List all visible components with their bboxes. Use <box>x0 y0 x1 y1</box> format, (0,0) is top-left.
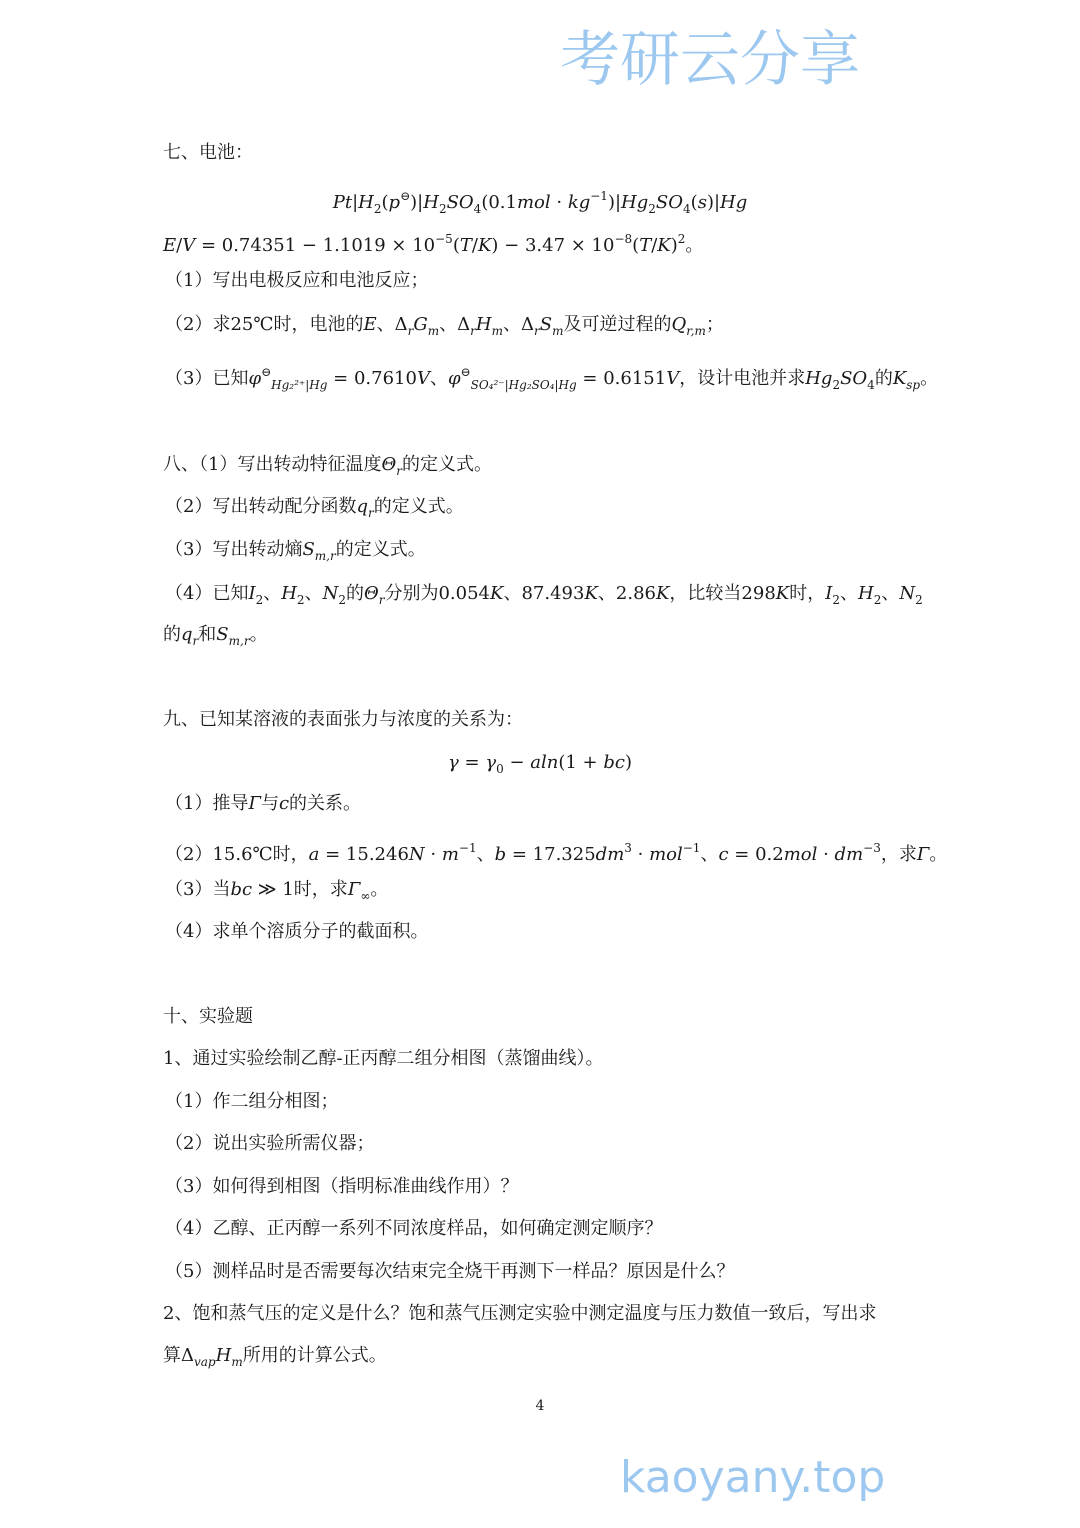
text-segment: (0.1 <box>481 192 517 213</box>
text-segment: ，求 <box>880 844 917 865</box>
text-segment: 2 <box>338 593 346 607</box>
text-segment: （3）写出转动熵 <box>165 539 303 560</box>
text-segment: / <box>651 235 658 256</box>
text-segment: 及可逆过程的 <box>563 314 672 335</box>
formula-line <box>0 750 1080 782</box>
text-segment: r,m <box>686 324 706 338</box>
text-segment: dm <box>834 844 864 865</box>
text-segment: m <box>441 844 459 865</box>
text-segment: K <box>584 583 598 604</box>
text-segment: K <box>892 368 907 389</box>
text-segment: sp <box>906 378 921 392</box>
text-segment: −1 <box>458 841 477 855</box>
text-segment: 0 <box>496 762 504 776</box>
text-line <box>163 1046 604 1072</box>
text-segment: 、 <box>700 844 719 865</box>
text-segment: （4）乙醇、正丙醇一系列不同浓度样品，如何确定测定顺序？ <box>165 1218 663 1239</box>
text-segment: S <box>302 539 315 560</box>
text-line <box>165 835 947 868</box>
text-segment: K <box>655 583 670 604</box>
text-segment: 九、已知某溶液的表面张力与浓度的关系为： <box>163 709 523 730</box>
text-segment: m <box>231 1355 243 1369</box>
text-segment: （1）写出电极反应和电池反应； <box>165 270 429 291</box>
text-segment: Γ <box>916 844 930 865</box>
text-segment: r <box>534 324 540 338</box>
text-line <box>165 1089 338 1115</box>
text-segment: 4 <box>867 378 875 392</box>
text-segment: E <box>163 235 177 256</box>
text-segment: ⊖ <box>460 365 471 379</box>
text-segment: r <box>470 324 476 338</box>
text-segment: r <box>192 634 199 648</box>
text-segment: SO <box>840 368 868 389</box>
text-segment: = 0.74351 − 1.1019 × 10 <box>195 235 436 256</box>
text-segment: b <box>494 844 507 865</box>
text-line <box>165 877 388 909</box>
text-segment: 、Δ <box>439 314 471 335</box>
text-segment: 3 <box>624 841 632 855</box>
text-line <box>165 359 938 398</box>
text-segment: 1、通过实验绘制乙醇-正丙醇二组分相图（蒸馏曲线）。 <box>163 1048 604 1069</box>
text-segment: 4 <box>683 202 691 216</box>
text-segment: （5）测样品时是否需要每次结束完全烧干再测下一样品？原因是什么？ <box>165 1261 735 1282</box>
text-line <box>165 791 361 817</box>
text-segment: 。 <box>920 368 939 389</box>
text-segment: m <box>552 324 564 338</box>
text-segment: E <box>363 314 377 335</box>
text-segment: −8 <box>614 232 633 246</box>
text-segment: 4 <box>473 202 482 216</box>
text-segment: ⊖ <box>400 189 411 203</box>
text-segment: 。 <box>685 235 704 256</box>
text-segment: · <box>424 844 442 865</box>
text-segment: T <box>459 235 472 256</box>
text-segment: = 0.7610 <box>327 368 417 389</box>
text-segment: 。 <box>249 624 268 645</box>
text-segment: I <box>248 583 256 604</box>
text-segment: K <box>775 583 790 604</box>
text-line <box>165 1131 374 1157</box>
text-segment: 、 <box>429 368 448 389</box>
text-segment: H <box>423 192 439 213</box>
text-segment: 2 <box>255 593 264 607</box>
text-segment: / <box>176 235 183 256</box>
text-segment: −5 <box>435 232 453 246</box>
text-segment: （2）说出实验所需仪器； <box>165 1133 375 1154</box>
text-line <box>163 1301 876 1327</box>
text-segment: ( <box>452 235 460 256</box>
text-line <box>165 312 724 344</box>
text-segment: φ <box>447 368 461 389</box>
text-segment: 2 <box>832 593 840 607</box>
text-segment: （3）已知 <box>165 368 249 389</box>
text-segment: 的 <box>163 624 181 645</box>
text-segment: SO <box>655 192 684 213</box>
text-segment: = 17.325 <box>506 844 596 865</box>
text-segment: N <box>899 583 916 604</box>
text-segment: 2、饱和蒸气压的定义是什么？饱和蒸气压测定实验中测定温度与压力数值一致后，写出求 <box>163 1303 877 1324</box>
text-line <box>163 622 268 654</box>
formula-line <box>0 183 1080 222</box>
text-segment: kg <box>567 192 591 213</box>
text-segment: V <box>416 368 430 389</box>
text-segment: SO₄²⁻|Hg₂SO₄|Hg <box>470 378 577 392</box>
text-segment: bc <box>230 879 253 900</box>
text-segment: 2 <box>296 593 305 607</box>
watermark-url: kaoyany.top <box>620 1452 886 1503</box>
text-segment: （1）推导 <box>165 793 249 814</box>
text-segment: Θ <box>363 583 379 604</box>
text-line <box>165 1216 662 1242</box>
text-line <box>165 1259 734 1285</box>
text-segment: S <box>539 314 553 335</box>
text-segment: （4）求单个溶质分子的截面积。 <box>165 921 429 942</box>
text-segment: mol <box>783 844 818 865</box>
text-segment: ，比较当298 <box>669 583 776 604</box>
text-segment: γ <box>448 752 459 773</box>
text-segment: SO <box>446 192 474 213</box>
text-segment: φ <box>248 368 262 389</box>
text-line <box>163 226 703 259</box>
text-line <box>165 919 428 945</box>
text-segment: c <box>278 793 290 814</box>
text-segment: G <box>413 314 428 335</box>
page-number: 4 <box>535 1398 545 1414</box>
text-line <box>165 537 426 569</box>
text-segment: mol <box>516 192 551 213</box>
text-segment: a <box>308 844 320 865</box>
text-line <box>163 1343 387 1375</box>
text-segment: H <box>475 314 492 335</box>
text-segment: 的定义式。 <box>401 454 492 475</box>
text-segment: Hg <box>621 192 649 213</box>
text-segment: I <box>825 583 833 604</box>
text-line <box>165 1174 518 1200</box>
text-segment: Θ <box>381 454 397 475</box>
text-segment: ； <box>705 314 724 335</box>
text-segment: 算Δ <box>163 1345 194 1366</box>
text-segment: 、 <box>476 844 495 865</box>
text-segment: H <box>358 192 374 213</box>
text-segment: S <box>216 624 229 645</box>
text-segment: 与 <box>260 793 279 814</box>
text-segment: K <box>657 235 671 256</box>
text-segment: −1 <box>590 189 608 203</box>
text-segment: Γ <box>347 879 361 900</box>
text-segment: aln <box>530 752 559 773</box>
text-segment: （2）求25℃时，电池的 <box>165 314 364 335</box>
text-segment: r <box>367 506 374 520</box>
watermark-chinese: 考研云分享 <box>560 25 860 95</box>
text-segment: ≫ 1时，求 <box>252 879 348 900</box>
text-segment: Γ <box>248 793 261 814</box>
text-segment: 时， <box>789 583 826 604</box>
text-segment: H <box>858 583 874 604</box>
text-segment: )| <box>607 192 622 213</box>
text-segment: 所用的计算公式。 <box>242 1345 387 1366</box>
text-segment: 。 <box>370 879 389 900</box>
text-segment: K <box>477 235 492 256</box>
text-segment: 的 <box>345 583 364 604</box>
text-segment: m <box>491 324 504 338</box>
text-segment: 。 <box>929 844 948 865</box>
text-segment: 十、实验题 <box>163 1006 253 1027</box>
text-segment: ) <box>624 752 632 773</box>
text-segment: / <box>471 235 478 256</box>
text-segment: 2 <box>373 202 382 216</box>
text-line <box>165 581 923 613</box>
text-segment: 、 <box>840 583 858 604</box>
text-segment: = <box>458 752 486 773</box>
text-segment: 、 <box>304 583 323 604</box>
text-segment: m,r <box>228 634 250 648</box>
text-segment: · <box>817 844 835 865</box>
text-segment: （2）写出转动配分函数 <box>165 496 357 517</box>
text-segment: ( <box>690 192 698 213</box>
text-segment: = 0.2 <box>728 844 784 865</box>
text-segment: 、87.493 <box>503 583 585 604</box>
text-line <box>163 1004 253 1030</box>
text-segment: 2 <box>438 202 447 216</box>
text-segment: p <box>388 192 401 213</box>
text-segment: 的关系。 <box>289 793 362 814</box>
text-segment: 、 <box>263 583 282 604</box>
text-segment: −3 <box>863 841 881 855</box>
text-segment: r <box>378 593 385 607</box>
text-segment: N <box>322 583 339 604</box>
text-segment: （2）15.6℃时， <box>165 844 309 865</box>
text-segment: 2 <box>677 232 686 246</box>
text-segment: c <box>718 844 729 865</box>
text-segment: 、Δ <box>376 314 408 335</box>
text-segment: 和 <box>198 624 217 645</box>
text-segment: T <box>639 235 652 256</box>
text-line <box>163 452 492 484</box>
text-segment: （4）已知 <box>165 583 249 604</box>
text-segment: V <box>182 235 196 256</box>
text-segment: Pt <box>332 192 353 213</box>
text-segment: 2 <box>648 202 656 216</box>
text-segment: · <box>631 844 650 865</box>
text-segment: K <box>490 583 504 604</box>
text-segment: q <box>356 496 368 517</box>
text-segment: q <box>181 624 193 645</box>
text-segment: 2 <box>873 593 882 607</box>
text-segment: Q <box>671 314 687 335</box>
text-segment: mol <box>649 844 683 865</box>
text-segment: 的定义式。 <box>335 539 426 560</box>
text-line <box>163 140 253 166</box>
text-segment: Hg <box>720 192 748 213</box>
text-segment: bc <box>603 752 625 773</box>
text-segment: )| <box>410 192 424 213</box>
text-segment: 、 <box>881 583 900 604</box>
text-segment: 2 <box>832 378 841 392</box>
text-segment: ( <box>632 235 640 256</box>
text-segment: ∞ <box>360 889 371 903</box>
text-segment: dm <box>595 844 625 865</box>
text-segment: H <box>281 583 297 604</box>
text-segment: s <box>697 192 707 213</box>
text-segment: 、2.86 <box>597 583 656 604</box>
text-segment: vap <box>194 1355 216 1369</box>
text-segment: m,r <box>314 549 336 563</box>
text-segment: 的 <box>874 368 893 389</box>
text-segment: | <box>352 192 359 213</box>
text-segment: γ <box>485 752 497 773</box>
text-segment: 2 <box>915 593 923 607</box>
text-segment: （3）如何得到相图（指明标准曲线作用）？ <box>165 1176 519 1197</box>
text-segment: (1 + <box>558 752 604 773</box>
text-segment: 分别为0.054 <box>384 583 490 604</box>
text-segment: （1）作二组分相图； <box>165 1091 339 1112</box>
text-segment: ⊖ <box>261 365 272 379</box>
text-segment: ) <box>670 235 678 256</box>
text-segment: ( <box>381 192 389 213</box>
text-segment: Hg <box>805 368 833 389</box>
text-segment: Hg₂²⁺|Hg <box>271 378 328 392</box>
text-line <box>165 494 464 526</box>
text-segment: N <box>408 844 425 865</box>
text-segment: − <box>503 752 531 773</box>
text-segment: 的定义式。 <box>373 496 464 517</box>
text-segment: ，设计电池并求 <box>679 368 806 389</box>
text-segment: H <box>215 1345 232 1366</box>
text-line <box>165 268 428 294</box>
text-segment: = 15.246 <box>319 844 409 865</box>
text-segment: 八、（1）写出转动特征温度 <box>163 454 382 475</box>
text-segment: −1 <box>682 841 701 855</box>
text-segment: V <box>666 368 680 389</box>
text-segment: )| <box>706 192 721 213</box>
text-segment: · <box>550 192 568 213</box>
text-segment: r <box>396 464 402 478</box>
text-segment: 七、电池： <box>163 142 253 163</box>
text-segment: r <box>407 324 414 338</box>
text-segment: ) − 3.47 × 10 <box>491 235 615 256</box>
text-segment: m <box>427 324 440 338</box>
text-line <box>163 707 523 733</box>
text-segment: 、Δ <box>503 314 535 335</box>
text-segment: （3）当 <box>165 879 231 900</box>
text-segment: = 0.6151 <box>576 368 667 389</box>
